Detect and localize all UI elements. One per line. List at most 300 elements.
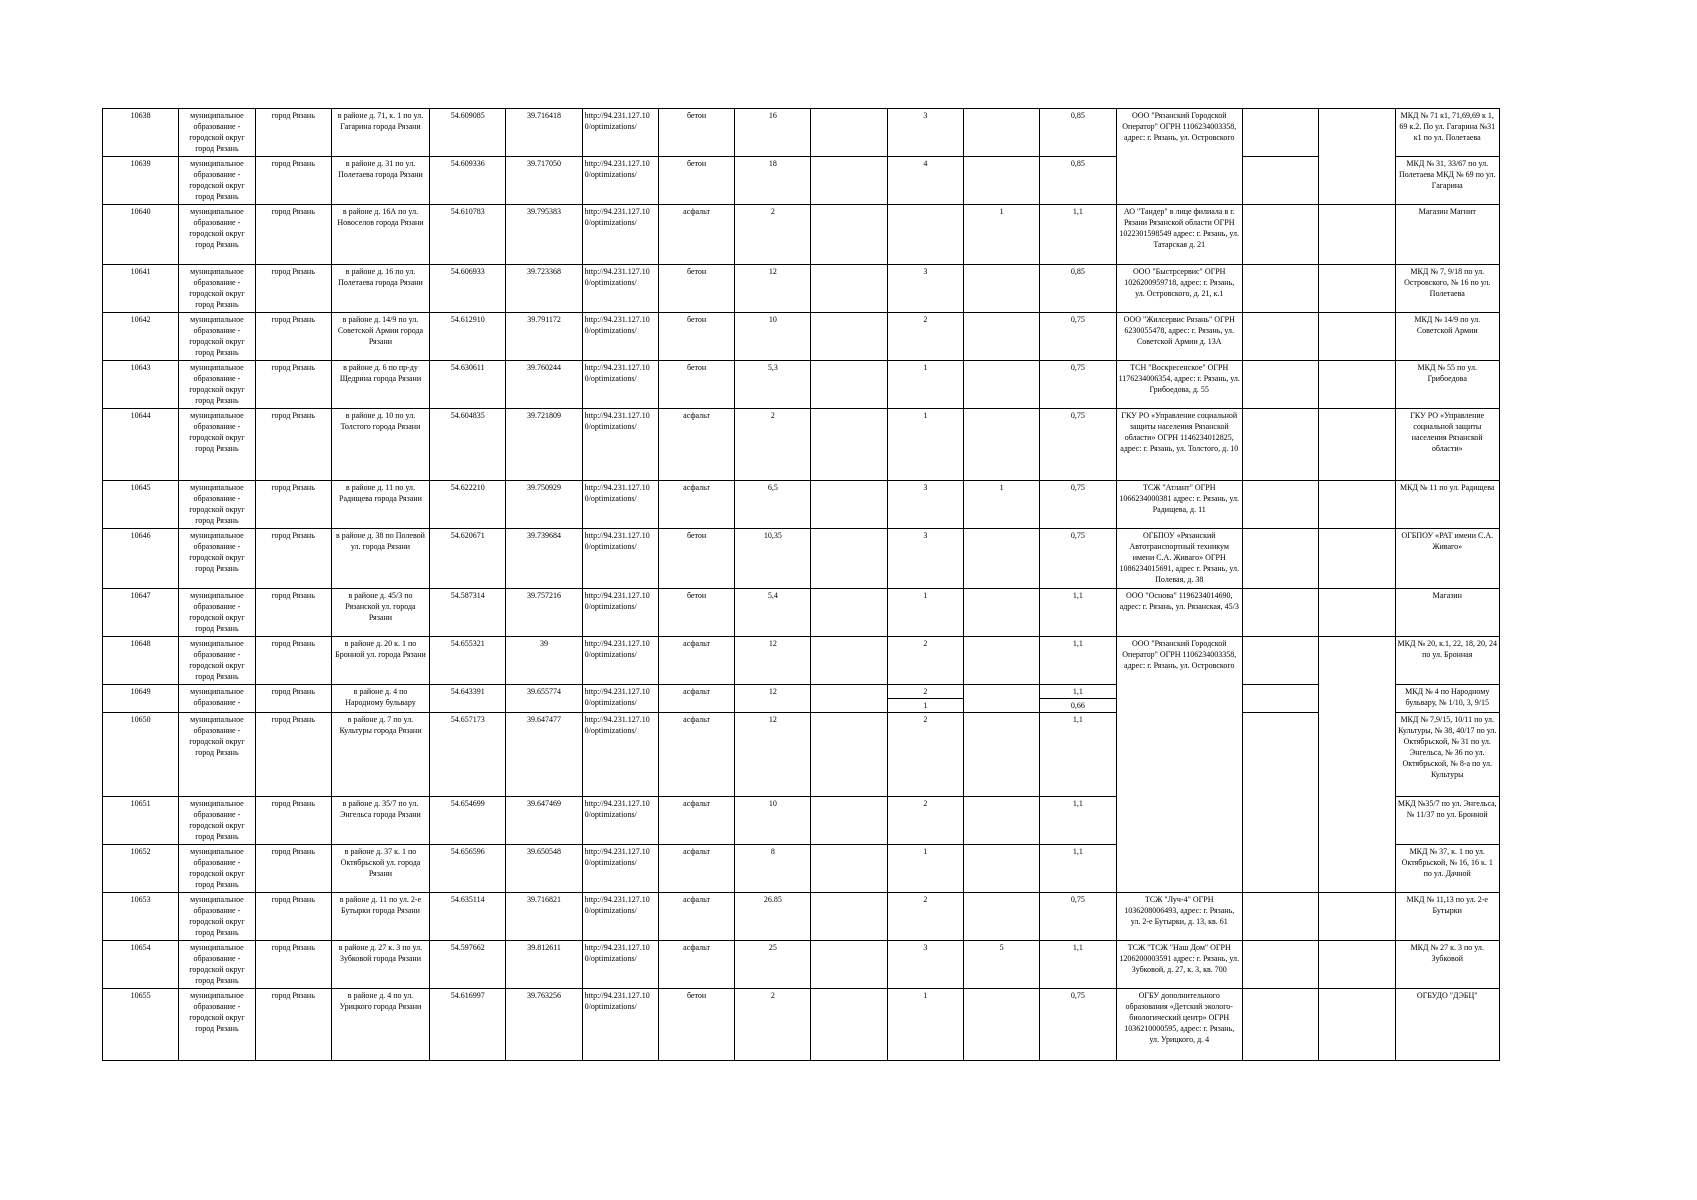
cell-latitude: 54.643391 (430, 685, 506, 713)
cell-volume-b: 0,66 (1070, 701, 1085, 710)
table-row (103, 713, 1500, 797)
cell-extra-1 (1242, 685, 1318, 713)
cell-id: 10648 (103, 637, 179, 685)
cell-count-2: 1 (887, 409, 963, 481)
cell-extra-2 (1319, 205, 1395, 265)
cell-municipality: муниципальное образование - городской округ город Рязань (179, 157, 255, 205)
cell-longitude: 39.812611 (506, 941, 582, 989)
cell-surface: асфальт (658, 409, 734, 481)
cell-volume: 0,85 (1040, 265, 1116, 313)
cell-city: город Рязань (255, 109, 331, 157)
cell-address: в районе д. 4 по Народному бульвару (331, 685, 429, 713)
cell-volume: 0,75 (1040, 989, 1116, 1061)
cell-latitude: 54.655321 (430, 637, 506, 685)
cell-surface: асфальт (658, 893, 734, 941)
cell-area: 18 (735, 157, 811, 205)
cell-link[interactable]: http://94.231.127.10 0/optimizations/ (582, 313, 658, 361)
cell-count-1 (811, 989, 887, 1061)
cell-owner: ОГБУ дополнительного образования «Детский эколого- биологический центр» ОГРН 1036210000595, адрес: г. Рязань, ул. Урицкого, д. 4 (1116, 989, 1242, 1061)
cell-owner: ООО "Быстрсервис" ОГРН 1026200959718, адрес: г. Рязань, ул. Островского, д. 21, к.1 (1116, 265, 1242, 313)
cell-surface: бетон (658, 109, 734, 157)
cell-count-2-split (887, 685, 963, 713)
cell-count-3 (964, 893, 1040, 941)
registry-table (102, 108, 1500, 1061)
cell-address: в районе д. 71, к. 1 по ул. Гагарина города Рязани (331, 109, 429, 157)
cell-count-2: 3 (887, 481, 963, 529)
cell-area: 2 (735, 409, 811, 481)
cell-volume: 1,1 (1040, 713, 1116, 797)
cell-municipality: муниципальное образование - (179, 685, 255, 713)
cell-count-3 (964, 109, 1040, 157)
cell-latitude: 54.604835 (430, 409, 506, 481)
cell-id: 10640 (103, 205, 179, 265)
cell-longitude: 39.650548 (506, 845, 582, 893)
cell-city: город Рязань (255, 893, 331, 941)
cell-extra-2 (1319, 637, 1395, 893)
cell-owner: ООО "Основа" 1196234014690, адрес: г. Рязань, ул. Рязанская, 45/3 (1116, 589, 1242, 637)
cell-link[interactable]: http://94.231.127.10 0/optimizations/ (582, 893, 658, 941)
cell-extra-1 (1242, 713, 1318, 893)
cell-id: 10638 (103, 109, 179, 157)
cell-owner: ТСЖ "ТСЖ "Наш Дом" ОГРН 1206200003591 адрес: г. Рязань, ул. Зубковой, д. 27, к. 3, кв. 700 (1116, 941, 1242, 989)
cell-count-3 (964, 529, 1040, 589)
cell-id: 10653 (103, 893, 179, 941)
cell-area: 5,4 (735, 589, 811, 637)
cell-area: 8 (735, 845, 811, 893)
cell-count-1 (811, 685, 887, 713)
cell-latitude: 54.587314 (430, 589, 506, 637)
cell-count-3 (964, 989, 1040, 1061)
cell-area: 10,35 (735, 529, 811, 589)
cell-count-2: 1 (887, 845, 963, 893)
cell-area: 5,3 (735, 361, 811, 409)
cell-sources: ОГБУДО "ДЭБЦ" (1395, 989, 1500, 1061)
cell-count-3 (964, 313, 1040, 361)
cell-address: в районе д. 31 по ул. Полетаева города Рязани (331, 157, 429, 205)
cell-extra-2 (1319, 589, 1395, 637)
cell-city: город Рязань (255, 529, 331, 589)
cell-owner: ГКУ РО «Управление социальной защиты населения Рязанской области» ОГРН 1146234012825, адрес: г. Рязань, ул. Толстого, д. 10 (1116, 409, 1242, 481)
cell-extra-2 (1319, 989, 1395, 1061)
cell-sources: Магазин Магнит (1395, 205, 1500, 265)
cell-city: город Рязань (255, 797, 331, 845)
cell-volume: 0,85 (1040, 157, 1116, 205)
cell-count-2: 2 (887, 313, 963, 361)
cell-count-1 (811, 845, 887, 893)
table-row (103, 157, 1500, 205)
cell-longitude: 39.716821 (506, 893, 582, 941)
cell-area: 25 (735, 941, 811, 989)
cell-sources: МКД № 11,13 по ул. 2-е Бутырки (1395, 893, 1500, 941)
cell-count-1 (811, 313, 887, 361)
cell-area: 12 (735, 713, 811, 797)
cell-count-1 (811, 589, 887, 637)
cell-city: город Рязань (255, 265, 331, 313)
cell-count-3: 5 (964, 941, 1040, 989)
cell-owner: ООО "Жилсервис Рязань" ОГРН 6230055478, адрес: г. Рязань, ул. Советской Армии д. 13А (1116, 313, 1242, 361)
cell-extra-1 (1242, 157, 1318, 205)
cell-longitude: 39.721809 (506, 409, 582, 481)
cell-extra-1 (1242, 893, 1318, 941)
cell-sources: МКД № 27 к. 3 по ул. Зубковой (1395, 941, 1500, 989)
cell-id: 10643 (103, 361, 179, 409)
cell-id: 10647 (103, 589, 179, 637)
cell-count-1 (811, 797, 887, 845)
cell-id: 10654 (103, 941, 179, 989)
cell-surface: асфальт (658, 797, 734, 845)
cell-owner: АО "Тандер" в лице филиала в г. Рязани Рязанской области ОГРН 1022301598549 адрес: г. Рязань, ул. Татарская д. 21 (1116, 205, 1242, 265)
cell-extra-1 (1242, 313, 1318, 361)
cell-extra-1 (1242, 941, 1318, 989)
cell-latitude: 54.654699 (430, 797, 506, 845)
cell-longitude: 39.763256 (506, 989, 582, 1061)
cell-count-1 (811, 205, 887, 265)
cell-owner: ТСН "Воскресенское" ОГРН 1176234006354, адрес: г. Рязань, ул. Грибоедова, д. 55 (1116, 361, 1242, 409)
cell-id: 10650 (103, 713, 179, 797)
cell-sources: МКД № 11 по ул. Радищева (1395, 481, 1500, 529)
cell-link[interactable]: http://94.231.127.10 0/optimizations/ (582, 205, 658, 265)
cell-municipality: муниципальное образование - городской округ город Рязань (179, 409, 255, 481)
cell-count-3 (964, 797, 1040, 845)
cell-link[interactable]: http://94.231.127.10 0/optimizations/ (582, 797, 658, 845)
cell-count-3: 1 (964, 205, 1040, 265)
cell-count-2: 2 (887, 637, 963, 685)
cell-count-3 (964, 637, 1040, 685)
cell-city: город Рязань (255, 713, 331, 797)
cell-municipality: муниципальное образование - городской округ город Рязань (179, 205, 255, 265)
cell-count-2: 4 (887, 157, 963, 205)
cell-volume: 1,1 (1040, 589, 1116, 637)
cell-longitude: 39.723368 (506, 265, 582, 313)
cell-extra-1 (1242, 265, 1318, 313)
cell-longitude: 39.760244 (506, 361, 582, 409)
cell-extra-2 (1319, 941, 1395, 989)
table-row (103, 685, 1500, 713)
cell-extra-2 (1319, 409, 1395, 481)
cell-latitude: 54.610783 (430, 205, 506, 265)
cell-volume: 0,75 (1040, 893, 1116, 941)
cell-volume: 1,1 (1040, 941, 1116, 989)
cell-city: город Рязань (255, 637, 331, 685)
cell-count-2: 2 (887, 893, 963, 941)
cell-volume-a: 1,1 (1040, 685, 1115, 699)
cell-address: в районе д. 6 по пр-ду Щедрина города Рязани (331, 361, 429, 409)
cell-latitude: 54.597662 (430, 941, 506, 989)
cell-municipality: муниципальное образование - городской округ город Рязань (179, 265, 255, 313)
cell-address: в районе д. 4 по ул. Урицкого города Рязани (331, 989, 429, 1061)
cell-area: 26.85 (735, 893, 811, 941)
table-row (103, 109, 1500, 157)
cell-city: город Рязань (255, 361, 331, 409)
cell-longitude: 39.655774 (506, 685, 582, 713)
cell-area: 12 (735, 685, 811, 713)
cell-area: 6,5 (735, 481, 811, 529)
cell-city: город Рязань (255, 157, 331, 205)
cell-area: 16 (735, 109, 811, 157)
cell-count-2: 2 (887, 713, 963, 797)
cell-city: город Рязань (255, 845, 331, 893)
cell-address: в районе д. 16 по ул. Полетаева города Рязани (331, 265, 429, 313)
cell-municipality: муниципальное образование - городской округ город Рязань (179, 845, 255, 893)
cell-municipality: муниципальное образование - городской округ город Рязань (179, 797, 255, 845)
cell-count-2: 3 (887, 941, 963, 989)
cell-area: 12 (735, 637, 811, 685)
table-row (103, 941, 1500, 989)
cell-surface: асфальт (658, 481, 734, 529)
cell-count-1 (811, 361, 887, 409)
cell-municipality: муниципальное образование - городской округ город Рязань (179, 941, 255, 989)
cell-id: 10639 (103, 157, 179, 205)
cell-link[interactable]: http://94.231.127.10 0/optimizations/ (582, 361, 658, 409)
table-row (103, 409, 1500, 481)
table-row (103, 205, 1500, 265)
cell-longitude: 39.791172 (506, 313, 582, 361)
cell-longitude: 39.717050 (506, 157, 582, 205)
cell-count-1 (811, 637, 887, 685)
cell-link[interactable]: http://94.231.127.10 0/optimizations/ (582, 713, 658, 797)
table-row (103, 265, 1500, 313)
cell-link[interactable]: http://94.231.127.10 0/optimizations/ (582, 941, 658, 989)
cell-address: в районе д. 38 по Полевой ул. города Рязани (331, 529, 429, 589)
cell-surface: бетон (658, 361, 734, 409)
cell-count-3 (964, 685, 1040, 713)
cell-count-3 (964, 157, 1040, 205)
cell-id: 10655 (103, 989, 179, 1061)
cell-count-3 (964, 589, 1040, 637)
cell-volume: 0,75 (1040, 481, 1116, 529)
cell-surface: асфальт (658, 713, 734, 797)
cell-longitude: 39.757216 (506, 589, 582, 637)
table-row (103, 481, 1500, 529)
cell-volume: 1,1 (1040, 797, 1116, 845)
cell-sources: МКД № 37, к. 1 по ул. Октябрьской, № 16, 16 к. 1 по ул. Дачной (1395, 845, 1500, 893)
cell-volume: 0,75 (1040, 313, 1116, 361)
cell-surface: бетон (658, 157, 734, 205)
cell-address: в районе д. 7 по ул. Культуры города Рязани (331, 713, 429, 797)
cell-count-1 (811, 713, 887, 797)
cell-area: 10 (735, 797, 811, 845)
cell-longitude: 39.716418 (506, 109, 582, 157)
cell-extra-1 (1242, 989, 1318, 1061)
cell-surface: бетон (658, 265, 734, 313)
cell-volume: 0,75 (1040, 409, 1116, 481)
cell-count-1 (811, 409, 887, 481)
cell-municipality: муниципальное образование - городской округ город Рязань (179, 637, 255, 685)
cell-count-3 (964, 713, 1040, 797)
cell-city: город Рязань (255, 685, 331, 713)
cell-volume: 0,85 (1040, 109, 1116, 157)
cell-count-2 (887, 205, 963, 265)
cell-longitude: 39.647477 (506, 713, 582, 797)
cell-count-2: 3 (887, 265, 963, 313)
cell-link[interactable]: http://94.231.127.10 0/optimizations/ (582, 157, 658, 205)
cell-latitude: 54.616997 (430, 989, 506, 1061)
cell-count-2: 1 (887, 989, 963, 1061)
cell-count-1 (811, 109, 887, 157)
cell-id: 10641 (103, 265, 179, 313)
cell-extra-1 (1242, 637, 1318, 685)
cell-longitude: 39.739684 (506, 529, 582, 589)
cell-latitude: 54.620671 (430, 529, 506, 589)
cell-area: 12 (735, 265, 811, 313)
cell-volume-split (1040, 685, 1116, 713)
cell-link[interactable]: http://94.231.127.10 0/optimizations/ (582, 637, 658, 685)
cell-link[interactable]: http://94.231.127.10 0/optimizations/ (582, 409, 658, 481)
cell-municipality: муниципальное образование - городской округ город Рязань (179, 361, 255, 409)
cell-count-2: 1 (887, 361, 963, 409)
cell-id: 10644 (103, 409, 179, 481)
cell-volume: 1,1 (1040, 845, 1116, 893)
cell-count-1 (811, 941, 887, 989)
table-row (103, 893, 1500, 941)
cell-link[interactable]: http://94.231.127.10 0/optimizations/ (582, 989, 658, 1061)
cell-count-1 (811, 529, 887, 589)
cell-address: в районе д. 35/7 по ул. Энгельса города Рязани (331, 797, 429, 845)
cell-extra-1 (1242, 109, 1318, 157)
cell-link[interactable]: http://94.231.127.10 0/optimizations/ (582, 265, 658, 313)
cell-owner: ООО "Рязанский Городской Оператор" ОГРН 1106234003358, адрес: г. Рязань, ул. Островского (1116, 637, 1242, 893)
cell-latitude: 54.612910 (430, 313, 506, 361)
cell-id: 10642 (103, 313, 179, 361)
cell-extra-1 (1242, 589, 1318, 637)
cell-surface: бетон (658, 529, 734, 589)
table-row (103, 361, 1500, 409)
cell-count-2: 1 (887, 589, 963, 637)
cell-link[interactable]: http://94.231.127.10 0/optimizations/ (582, 109, 658, 157)
cell-surface: асфальт (658, 205, 734, 265)
cell-municipality: муниципальное образование - городской округ город Рязань (179, 713, 255, 797)
cell-longitude: 39.750929 (506, 481, 582, 529)
cell-address: в районе д. 14/9 по ул. Советской Армии города Рязани (331, 313, 429, 361)
cell-municipality: муниципальное образование - городской округ город Рязань (179, 989, 255, 1061)
cell-id: 10651 (103, 797, 179, 845)
cell-municipality: муниципальное образование - городской округ город Рязань (179, 109, 255, 157)
cell-id: 10646 (103, 529, 179, 589)
cell-address: в районе д. 45/3 по Рязанской ул. города Рязани (331, 589, 429, 637)
cell-address: в районе д. 16А по ул. Новоселов города Рязани (331, 205, 429, 265)
cell-extra-1 (1242, 205, 1318, 265)
cell-count-3: 1 (964, 481, 1040, 529)
cell-address: в районе д. 20 к. 1 по Бронной ул. города Рязани (331, 637, 429, 685)
cell-city: город Рязань (255, 313, 331, 361)
cell-extra-1 (1242, 361, 1318, 409)
cell-city: город Рязань (255, 409, 331, 481)
cell-volume: 1,1 (1040, 637, 1116, 685)
cell-longitude: 39.795383 (506, 205, 582, 265)
table-row (103, 313, 1500, 361)
cell-surface: асфальт (658, 685, 734, 713)
cell-surface: бетон (658, 313, 734, 361)
table-row (103, 589, 1500, 637)
cell-sources: МКД № 55 по ул. Грибоедова (1395, 361, 1500, 409)
cell-count-3 (964, 265, 1040, 313)
table-row (103, 989, 1500, 1061)
cell-surface: асфальт (658, 941, 734, 989)
cell-extra-2 (1319, 109, 1395, 205)
cell-area: 2 (735, 989, 811, 1061)
cell-address: в районе д. 37 к. 1 по Октябрьской ул. города Рязани (331, 845, 429, 893)
cell-link[interactable]: http://94.231.127.10 0/optimizations/ (582, 685, 658, 713)
cell-link[interactable]: http://94.231.127.10 0/optimizations/ (582, 589, 658, 637)
cell-count-2: 3 (887, 109, 963, 157)
cell-sources: МКД № 4 по Народному бульвару, № 1/10, 3, 9/15 (1395, 685, 1500, 713)
cell-latitude: 54.622210 (430, 481, 506, 529)
cell-id: 10649 (103, 685, 179, 713)
cell-address: в районе д. 11 по ул. Радищева города Рязани (331, 481, 429, 529)
cell-latitude: 54.609336 (430, 157, 506, 205)
cell-latitude: 54.609085 (430, 109, 506, 157)
cell-extra-2 (1319, 893, 1395, 941)
cell-municipality: муниципальное образование - городской округ город Рязань (179, 589, 255, 637)
cell-municipality: муниципальное образование - городской округ город Рязань (179, 893, 255, 941)
cell-count-3 (964, 845, 1040, 893)
cell-link[interactable]: http://94.231.127.10 0/optimizations/ (582, 529, 658, 589)
cell-latitude: 54.656596 (430, 845, 506, 893)
cell-count-3 (964, 409, 1040, 481)
cell-area: 2 (735, 205, 811, 265)
cell-id: 10645 (103, 481, 179, 529)
cell-city: город Рязань (255, 205, 331, 265)
cell-sources: МКД № 7, 9/18 по ул. Островского, № 16 по ул. Полетаева (1395, 265, 1500, 313)
cell-address: в районе д. 10 по ул. Толстого города Рязани (331, 409, 429, 481)
cell-municipality: муниципальное образование - городской округ город Рязань (179, 529, 255, 589)
cell-municipality: муниципальное образование - городской округ город Рязань (179, 313, 255, 361)
cell-sources: ОГБПОУ «РАТ имени С.А. Живаго» (1395, 529, 1500, 589)
cell-volume: 1,1 (1040, 205, 1116, 265)
cell-latitude: 54.630611 (430, 361, 506, 409)
cell-count-2: 3 (887, 529, 963, 589)
cell-city: город Рязань (255, 481, 331, 529)
cell-extra-2 (1319, 313, 1395, 361)
cell-link[interactable]: http://94.231.127.10 0/optimizations/ (582, 845, 658, 893)
table-row (103, 637, 1500, 685)
cell-longitude: 39.647469 (506, 797, 582, 845)
cell-extra-2 (1319, 481, 1395, 529)
cell-surface: бетон (658, 989, 734, 1061)
cell-count-1 (811, 481, 887, 529)
cell-latitude: 54.606933 (430, 265, 506, 313)
cell-id: 10652 (103, 845, 179, 893)
cell-volume: 0,75 (1040, 361, 1116, 409)
cell-extra-1 (1242, 481, 1318, 529)
cell-count-2: 2 (887, 797, 963, 845)
cell-sources: МКД № 14/9 по ул. Советской Армии (1395, 313, 1500, 361)
cell-count-3 (964, 361, 1040, 409)
cell-municipality: муниципальное образование - городской округ город Рязань (179, 481, 255, 529)
cell-count-1 (811, 893, 887, 941)
cell-surface: асфальт (658, 845, 734, 893)
cell-count-2b: 1 (923, 701, 928, 710)
cell-link[interactable]: http://94.231.127.10 0/optimizations/ (582, 481, 658, 529)
cell-sources: МКД №35/7 по ул. Энгельса, № 11/37 по ул. Бронной (1395, 797, 1500, 845)
cell-area: 10 (735, 313, 811, 361)
cell-city: город Рязань (255, 941, 331, 989)
cell-latitude: 54.657173 (430, 713, 506, 797)
cell-sources: ГКУ РО «Управление социальной защиты населения Рязанской области» (1395, 409, 1500, 481)
cell-extra-2 (1319, 361, 1395, 409)
cell-owner: ТСЖ "Атлант" ОГРН 1066234000381 адрес: г. Рязань, ул. Радищева, д. 11 (1116, 481, 1242, 529)
cell-owner: ТСЖ "Луч-4" ОГРН 1036208006493, адрес: г. Рязань, ул. 2-е Бутырки, д. 13, кв. 61 (1116, 893, 1242, 941)
cell-surface: бетон (658, 589, 734, 637)
cell-longitude: 39 (506, 637, 582, 685)
cell-sources: МКД № 7,9/15, 10/11 по ул. Культуры, № 38, 40/17 по ул. Октябрьской, № 31 по ул. Энгельса, № 36 по ул. Октябрьской, № 8-а по ул. Культуры (1395, 713, 1500, 797)
cell-latitude: 54.635114 (430, 893, 506, 941)
cell-sources: Магазин (1395, 589, 1500, 637)
table-row (103, 529, 1500, 589)
cell-address: в районе д. 27 к. 3 по ул. Зубковой города Рязани (331, 941, 429, 989)
cell-extra-1 (1242, 409, 1318, 481)
cell-sources: МКД № 20, к.1, 22, 18, 20, 24 по ул. Бронная (1395, 637, 1500, 685)
